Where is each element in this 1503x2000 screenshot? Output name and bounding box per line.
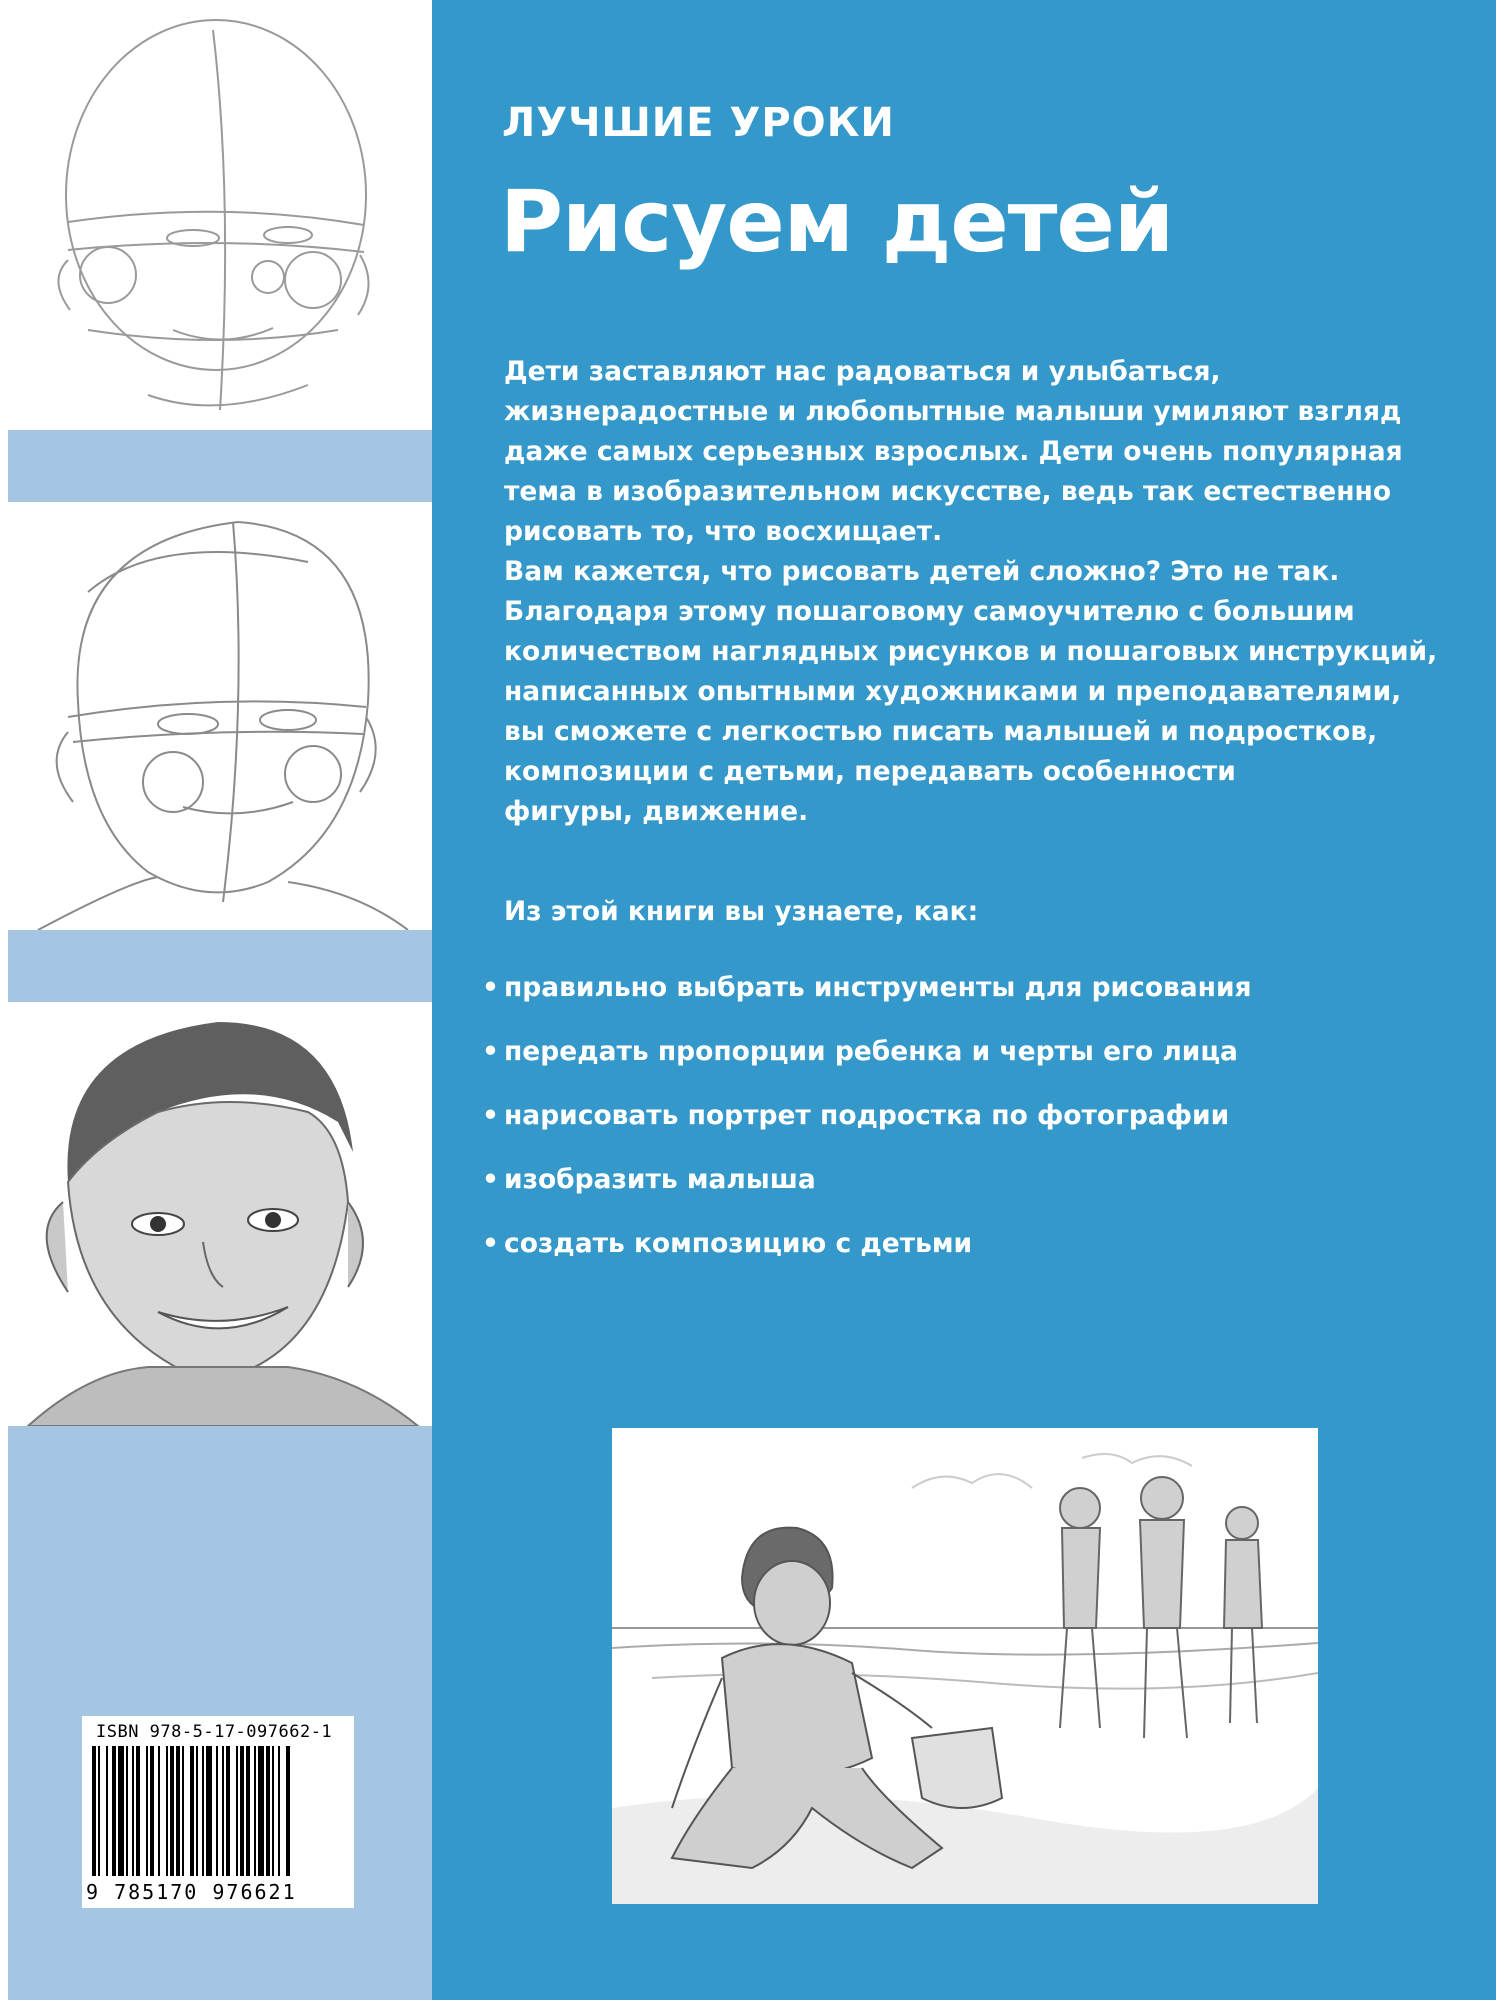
barcode-bar (176, 1746, 180, 1876)
sketch-column (0, 0, 432, 2000)
description-line: Дети заставляют нас радоваться и улыбаться, (504, 356, 1221, 387)
light-blue-band-bottom (8, 1426, 432, 2000)
barcode-bar (206, 1746, 212, 1876)
learn-heading: Из этой книги вы узнаете, как: (504, 896, 979, 927)
list-item-text: создать композицию с детьми (504, 1228, 973, 1259)
face-sketch-step-1 (8, 0, 432, 430)
barcode-bar (158, 1746, 160, 1876)
isbn-label: ISBN 978-5-17-097662-1 (96, 1722, 333, 1742)
barcode-bar (98, 1746, 100, 1876)
list-item (482, 1096, 1252, 1160)
list-item-text: изобразить малыша (504, 1164, 816, 1195)
face-proportions-drawing (8, 502, 432, 930)
barcode-bar (236, 1746, 238, 1876)
description-line: количеством наглядных рисунков и пошаговых инструкций, (504, 636, 1438, 667)
barcode-bar (216, 1746, 218, 1876)
barcode-bar (190, 1746, 194, 1876)
barcode-bar (222, 1746, 224, 1876)
description-line: написанных опытными художниками и преподавателями, (504, 676, 1402, 707)
list-item (482, 1160, 1252, 1224)
bullet-icon: • (482, 1228, 499, 1259)
barcode-digits: 9 785170 976621 (86, 1880, 297, 1904)
barcode-bar (258, 1746, 264, 1876)
barcode-bar (126, 1746, 128, 1876)
barcode-bar (202, 1746, 204, 1876)
description-line: жизнерадостные и любопытные малыши умиляют взгляд (504, 396, 1402, 427)
book-title: Рисуем детей (500, 172, 1174, 272)
barcode-bar (150, 1746, 154, 1876)
bullet-icon: • (482, 1164, 499, 1195)
description-line: Вам кажется, что рисовать детей сложно? Это не так. (504, 556, 1340, 587)
light-blue-band (8, 930, 432, 1002)
description-line: фигуры, движение. (504, 796, 809, 827)
barcode-bar (92, 1746, 96, 1876)
barcode-box (82, 1716, 354, 1908)
barcode-bar (106, 1746, 108, 1876)
list-item (482, 968, 1252, 1032)
description-line: тема в изобразительном искусстве, ведь так естественно (504, 476, 1392, 507)
description-line: рисовать то, что восхищает. (504, 516, 943, 547)
barcode-bar (118, 1746, 124, 1876)
barcode-bar (196, 1746, 198, 1876)
barcode-bar (170, 1746, 174, 1876)
list-item-text: нарисовать портрет подростка по фотографии (504, 1100, 1230, 1131)
barcode-bar (132, 1746, 134, 1876)
bullet-icon: • (482, 1100, 499, 1131)
barcode-bar (166, 1746, 168, 1876)
right-edge (1496, 0, 1503, 2000)
series-title: ЛУЧШИЕ УРОКИ (502, 100, 895, 146)
description-line: даже самых серьезных взрослых. Дети очень популярная (504, 436, 1403, 467)
description-line: композиции с детьми, передавать особенности (504, 756, 1236, 787)
barcode-bar (226, 1746, 230, 1876)
barcode-bars (92, 1746, 344, 1876)
barcode-bar (272, 1746, 274, 1876)
barcode-bar (112, 1746, 116, 1876)
list-item (482, 1224, 1252, 1288)
barcode-bar (136, 1746, 140, 1876)
list-item-text: передать пропорции ребенка и черты его лица (504, 1036, 1238, 1067)
bullet-icon: • (482, 1036, 499, 1067)
blue-text-panel (432, 0, 1503, 2000)
barcode-bar (286, 1746, 290, 1876)
finished-child-portrait (8, 1002, 432, 1426)
light-blue-band (8, 430, 432, 502)
description (504, 352, 1444, 832)
barcode-bar (266, 1746, 270, 1876)
barcode-bar (146, 1746, 148, 1876)
list-item-text: правильно выбрать инструменты для рисования (504, 972, 1252, 1003)
learn-list (482, 968, 1252, 1288)
bullet-icon: • (482, 972, 499, 1003)
barcode-bar (246, 1746, 250, 1876)
face-sketch-step-2 (8, 502, 432, 930)
barcode-bar (240, 1746, 244, 1876)
description-line: вы сможете с легкостью писать малышей и подростков, (504, 716, 1378, 747)
beach-illustration (612, 1428, 1318, 1904)
beach-scene-drawing (612, 1428, 1318, 1904)
description-line: Благодаря этому пошаговому самоучителю с большим (504, 596, 1355, 627)
list-item (482, 1032, 1252, 1096)
barcode-bar (254, 1746, 256, 1876)
face-sketch-step-3 (8, 1002, 432, 1426)
barcode-bar (182, 1746, 184, 1876)
face-construction-drawing (8, 0, 432, 430)
barcode-bar (278, 1746, 280, 1876)
